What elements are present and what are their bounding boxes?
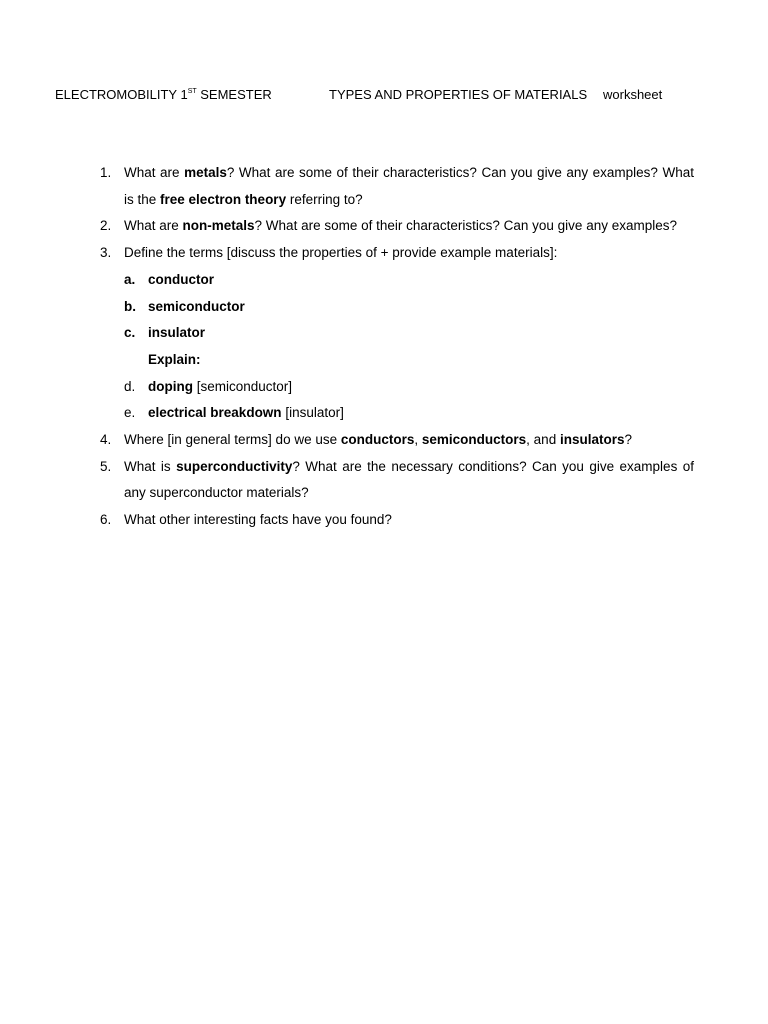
question-number: 1. <box>100 165 112 180</box>
sub-question-a <box>124 267 694 294</box>
sub-question-c <box>124 320 694 347</box>
question-number: 5. <box>100 458 112 474</box>
sub-question-letter: d. <box>124 378 136 394</box>
question-number: 4. <box>100 432 112 448</box>
sub-question-letter: a. <box>124 271 136 287</box>
keyword: superconductivity <box>176 458 293 474</box>
question-1: 1. What are metals? What are some of their characteristics? Can you give any examples? What is the free electron theory referring to? <box>124 160 694 213</box>
question-5: 5. What is superconductivity? What are the necessary conditions? Can you give examples of any superconductor materials? <box>124 454 694 507</box>
sub-question-list-2 <box>124 374 694 427</box>
question-list <box>100 160 694 534</box>
keyword: electrical breakdown <box>148 405 282 421</box>
sub-question-e: e. electrical breakdown [insulator] <box>148 400 694 427</box>
question-4: 4. Where [in general terms] do we use conductors, semiconductors, and insulators? <box>124 427 694 454</box>
keyword: semiconductor <box>148 298 245 314</box>
document-type: worksheet <box>603 87 663 102</box>
keyword: semiconductors <box>421 432 527 448</box>
keyword: free electron theory <box>160 191 287 207</box>
question-number: 2. <box>100 218 112 234</box>
keyword: metals <box>184 165 227 180</box>
keyword: insulator <box>148 325 206 341</box>
sub-question-letter: b. <box>124 298 136 314</box>
sub-question-letter: c. <box>124 325 136 341</box>
question-6: 6. What other interesting facts have you found? <box>124 507 694 534</box>
keyword: non-metals <box>182 218 255 234</box>
keyword: conductors <box>340 432 415 448</box>
explain-label: Explain: <box>148 351 201 367</box>
question-number: 3. <box>100 245 112 261</box>
sub-question-b <box>124 294 694 321</box>
keyword: conductor <box>148 271 214 287</box>
question-3: 3. Define the terms [discuss the properties of + provide example materials]: a. conductor b. semiconductor c. insulator Explain: d. doping [semiconductor] e. electrical breakdown [insulator] <box>124 240 694 427</box>
sub-question-list <box>124 267 694 347</box>
sub-question-letter: e. <box>124 405 136 421</box>
sub-question-d: d. doping [semiconductor] <box>148 374 694 401</box>
topic-title: TYPES AND PROPERTIES OF MATERIALS <box>329 87 588 102</box>
course-title: ELECTROMOBILITY 1ST SEMESTER <box>55 87 272 102</box>
question-number: 6. <box>100 512 112 528</box>
question-2: 2. What are non-metals? What are some of their characteristics? Can you give any examples? <box>124 213 694 240</box>
ordinal-suffix: ST <box>187 88 197 95</box>
keyword: insulators <box>559 432 625 448</box>
keyword: doping <box>148 378 193 394</box>
